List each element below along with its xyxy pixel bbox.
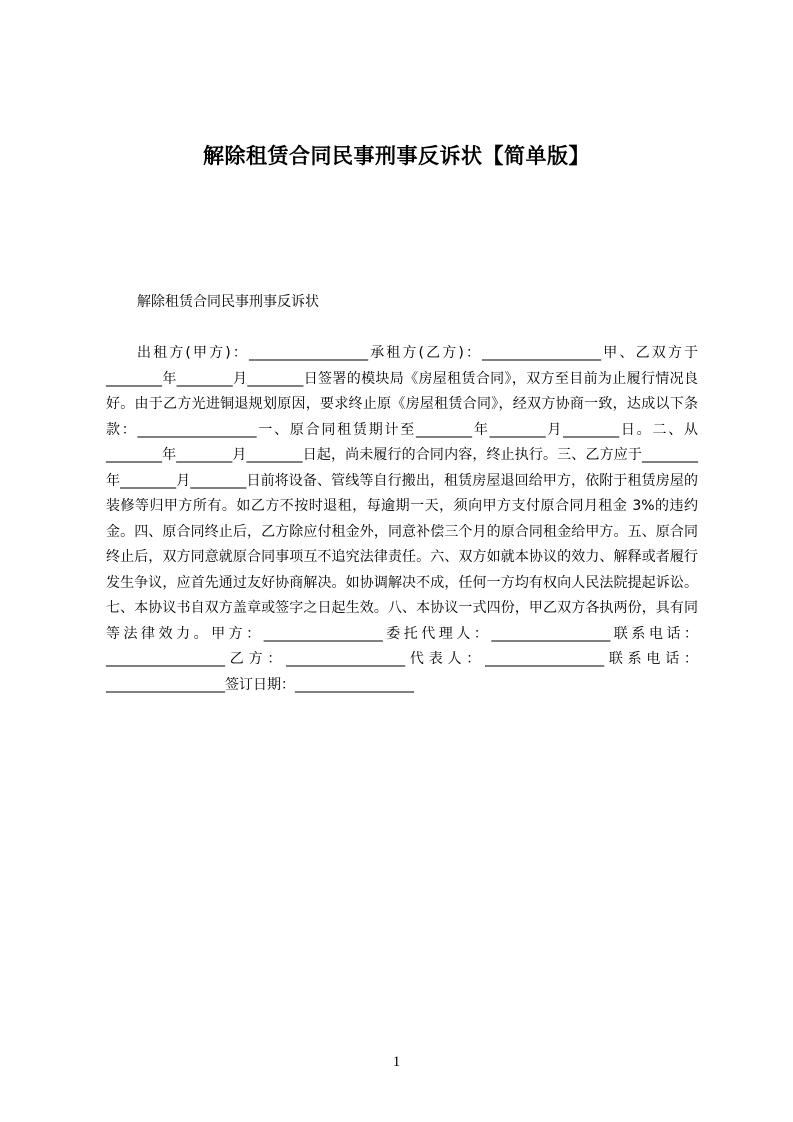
document-subtitle: 解除租赁合同民事刑事反诉状 (137, 294, 319, 310)
page-number: 1 (392, 1054, 401, 1070)
document-title: 解除租赁合同民事刑事反诉状【简单版】 (203, 144, 590, 168)
document-body: 出租方(甲方)：_________________承租方(乙方)：_________________甲、乙双方于________年________月________日签署的模块局《房屋租赁合同》，双方至目前为止履行情况良好。由于乙方光进铜退规划原因，要求终止原《房屋租赁合同》，经双方协商一致，达成以下条款：_________________一、原合同租赁期计至________年________月________日。二、从________年________月________日起，尚未履行的合同内容，终止执行。三、乙方应于________年________月________日前将设备、管线等自行搬出，租赁房屋退回给甲方，依附于租赁房屋的装修等归甲方所有。如乙方不按时退租，每逾期一天，须向甲方支付原合同月租金 3%的违约金。四、原合同终止后，乙方除应付租金外，同意补偿三个月的原合同租金给甲方。五、原合同终止后，双方同意就原合同事项互不追究法律责任。六、双方如就本协议的效力、解释或者履行发生争议，应首先通过友好协商解决。如协调解决不成，任何一方均有权向人民法院提起诉讼。七、本协议书自双方盖章或签字之日起生效。八、本协议一式四份，甲乙双方各执两份，具有同等法律效力。甲方：_________________委托代理人：_________________联系电话：_________________乙方：_________________代表人：_________________联系电话：_________________签订日期：_________________ (106, 345, 698, 693)
